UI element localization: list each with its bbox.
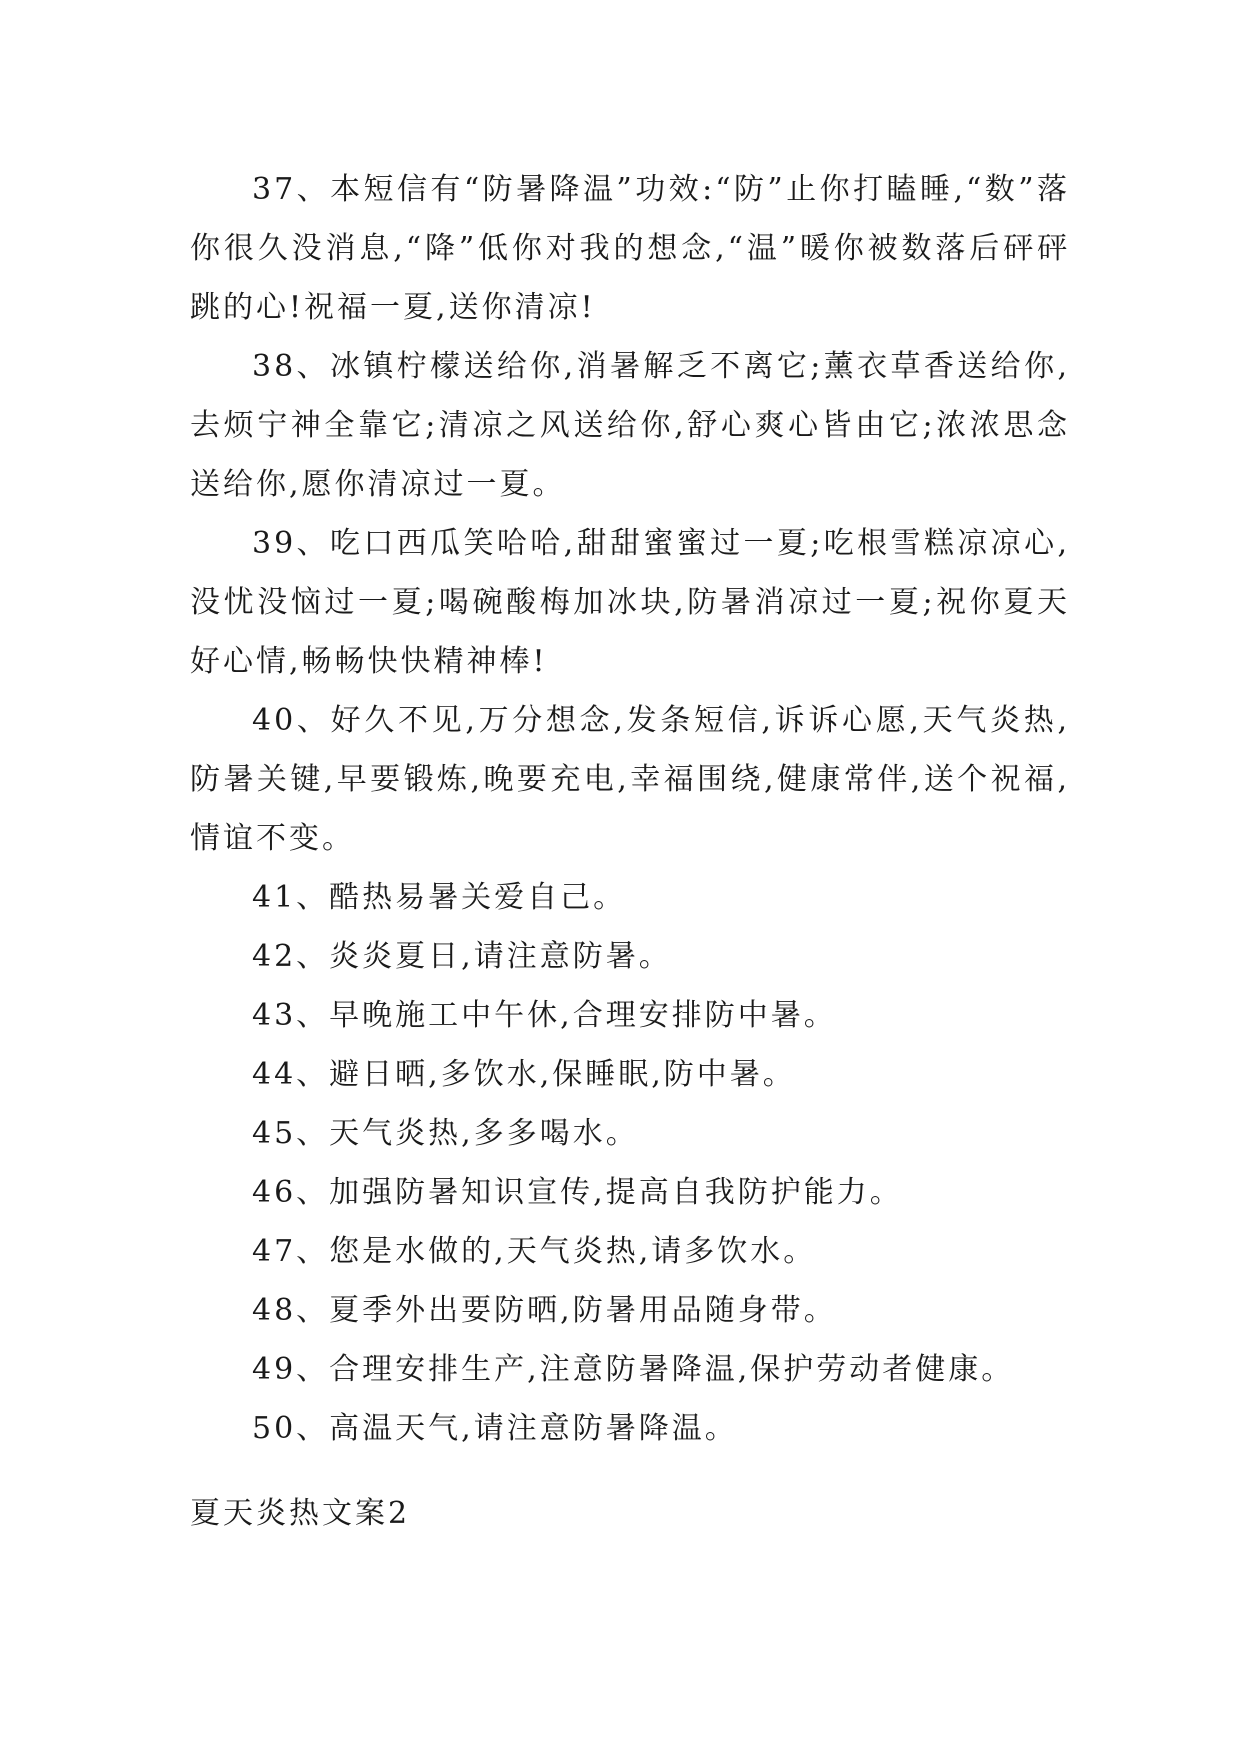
paragraph-37: 37、本短信有“防暑降温”功效:“防”止你打瞌睡,“数”落你很久没消息,“降”低你对我的想念,“温”暖你被数落后砰砰跳的心!祝福一夏,送你清凉!: [190, 172, 1070, 325]
paragraph-40: 40、好久不见,万分想念,发条短信,诉诉心愿,天气炎热,防暑关键,早要锻炼,晚要充电,幸福围绕,健康常伴,送个祝福,情谊不变。: [190, 703, 1070, 856]
paragraph-39: 39、吃口西瓜笑哈哈,甜甜蜜蜜过一夏;吃根雪糕凉凉心,没忧没恼过一夏;喝碗酸梅加冰块,防暑消凉过一夏;祝你夏天好心情,畅畅快快精神棒!: [190, 526, 1070, 679]
paragraph-43: 43、早晚施工中午休,合理安排防中暑。: [252, 998, 837, 1033]
paragraph-48: 48、夏季外出要防晒,防暑用品随身带。: [252, 1293, 837, 1328]
paragraph-49: 49、合理安排生产,注意防暑降温,保护劳动者健康。: [252, 1352, 1015, 1387]
paragraph-47: 47、您是水做的,天气炎热,请多饮水。: [252, 1234, 817, 1269]
paragraph-45: 45、天气炎热,多多喝水。: [252, 1116, 639, 1151]
paragraph-50: 50、高温天气,请注意防暑降温。: [252, 1411, 738, 1446]
paragraph-44: 44、避日晒,多饮水,保睡眠,防中暑。: [252, 1057, 796, 1092]
paragraph-42: 42、炎炎夏日,请注意防暑。: [252, 939, 672, 974]
section-title: 夏天炎热文案2: [190, 1496, 411, 1531]
paragraph-46: 46、加强防暑知识宣传,提高自我防护能力。: [252, 1175, 903, 1210]
document-body: [190, 160, 1070, 1458]
paragraph-38: 38、冰镇柠檬送给你,消暑解乏不离它;薰衣草香送给你,去烦宁神全靠它;清凉之风送给你,舒心爽心皆由它;浓浓思念送给你,愿你清凉过一夏。: [190, 349, 1070, 502]
paragraph-41: 41、酷热易暑关爱自己。: [252, 880, 627, 915]
